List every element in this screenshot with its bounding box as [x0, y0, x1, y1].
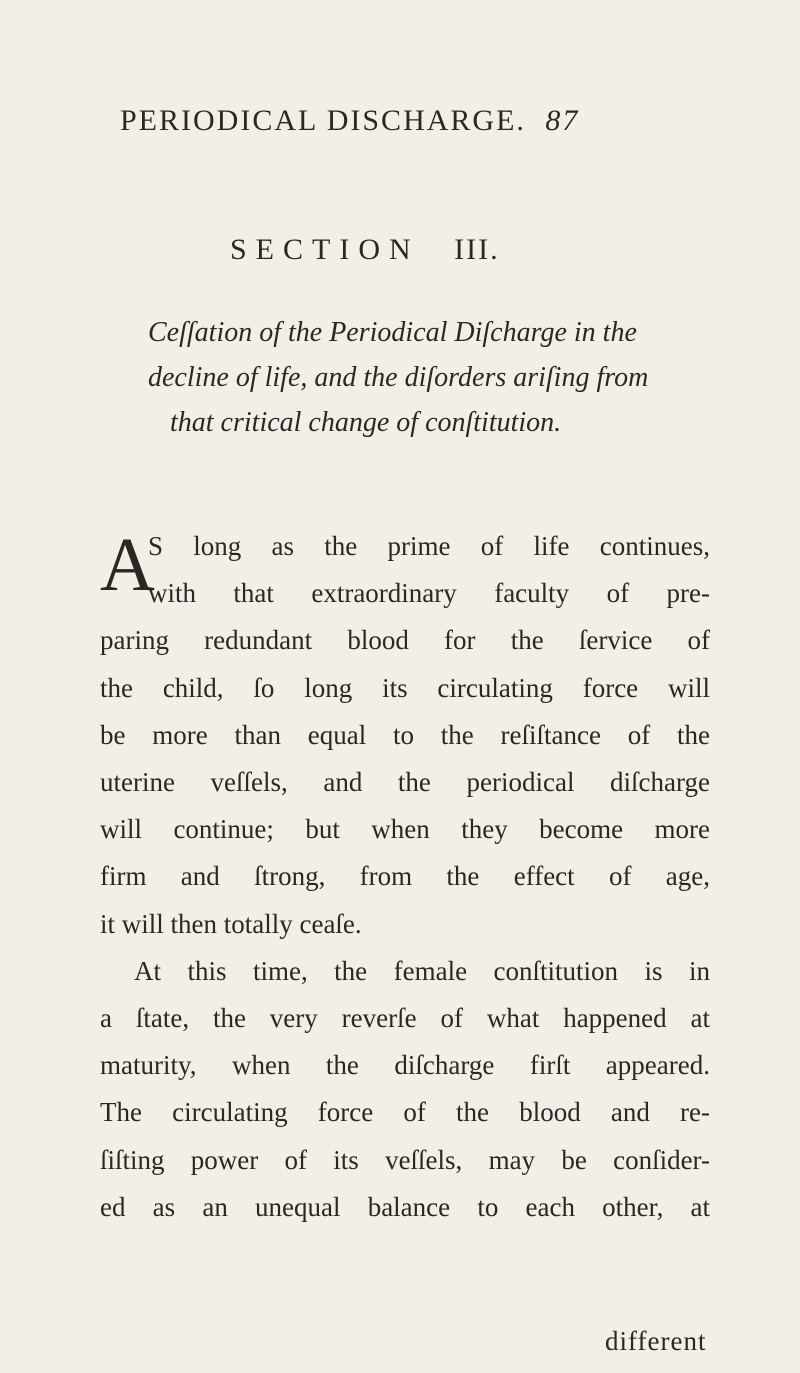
- paragraph-2-line: a ſtate, the very reverſe of what happened at: [100, 1003, 710, 1034]
- paragraph-2-line: maturity, when the diſcharge firſt appeared.: [100, 1050, 710, 1081]
- paragraph-1-line: will continue; but when they become more: [100, 814, 710, 845]
- catchword: different: [605, 1326, 707, 1356]
- paragraph-2-line: ed as an unequal balance to each other, at: [100, 1191, 710, 1222]
- summary-line: decline of life, and the diſorders ariſing from: [148, 362, 649, 393]
- section-summary: [148, 310, 708, 445]
- summary-line: that critical change of conſtitution.: [170, 407, 562, 438]
- body-text: [100, 523, 710, 1231]
- section-number: III.: [454, 233, 500, 266]
- summary-line: Ceſſation of the Periodical Diſcharge in the: [148, 317, 637, 348]
- running-head-title: PERIODICAL DISCHARGE.: [120, 104, 526, 137]
- paragraph-2-line: ſiſting power of its veſſels, may be conſider-: [100, 1144, 710, 1175]
- paragraph-1-line: firm and ſtrong, from the effect of age,: [100, 861, 710, 892]
- paragraph-1-line: uterine veſſels, and the periodical diſcharge: [100, 767, 710, 798]
- section-heading: [230, 233, 500, 267]
- running-head: [120, 104, 720, 138]
- paragraph-1-line: be more than equal to the reſiſtance of the: [100, 719, 710, 750]
- drop-cap: A: [100, 523, 155, 607]
- paragraph-1-line: it will then totally ceaſe.: [100, 908, 362, 939]
- paragraph-1-line: the child, ſo long its circulating force will: [100, 672, 710, 703]
- page-number: 87: [545, 104, 580, 137]
- paragraph-1-line: S long as the prime of life continues,: [148, 531, 710, 561]
- paragraph-1-line: paring redundant blood for the ſervice of: [100, 625, 710, 656]
- section-label: SECTION: [230, 233, 420, 266]
- paragraph-1-line: with that extraordinary faculty of pre-: [148, 578, 710, 609]
- paragraph-2-line: At this time, the female conſtitution is in: [134, 955, 710, 986]
- paragraph-2-line: The circulating force of the blood and re-: [100, 1097, 710, 1128]
